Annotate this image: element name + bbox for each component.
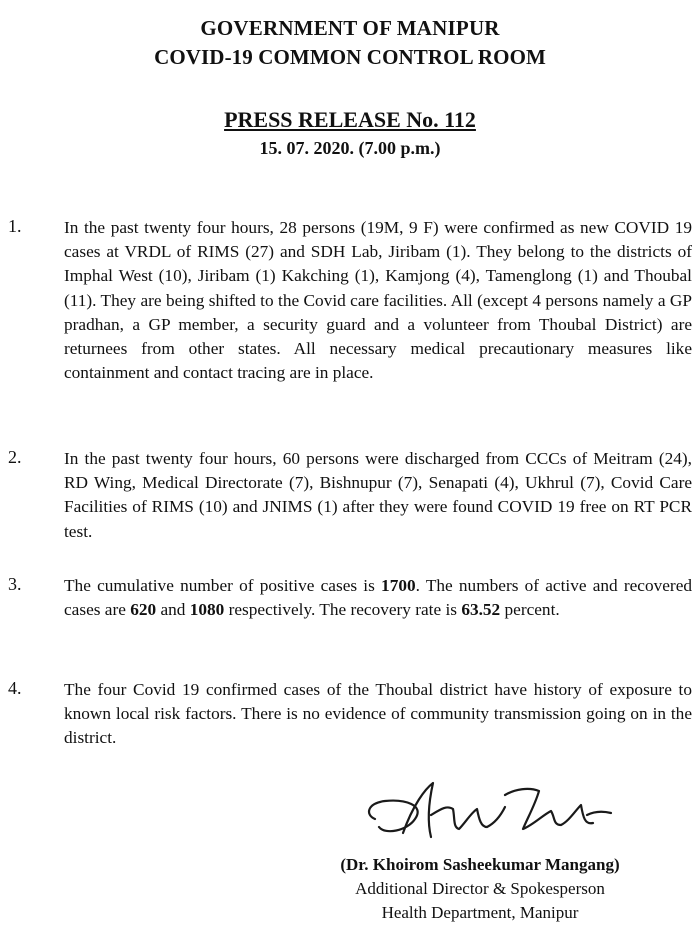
recovery-rate: 63.52 xyxy=(461,600,501,620)
item-number: 2. xyxy=(8,447,22,467)
item-text: The four Covid 19 confirmed cases of the Thoubal district have history of exposure to known local risk factors. There is no evidence of community transmission going on in the district. xyxy=(64,680,692,748)
press-release-title: PRESS RELEASE No. 112 xyxy=(224,107,476,132)
release-date: 15. 07. 2020. (7.00 p.m.) xyxy=(259,138,441,158)
control-room-heading: COVID-19 COMMON CONTROL ROOM xyxy=(154,45,546,69)
signatory-name: (Dr. Khoirom Sasheekumar Mangang) xyxy=(340,855,620,874)
signatory-department: Health Department, Manipur xyxy=(381,903,579,922)
item-text: In the past twenty four hours, 60 persons were discharged from CCCs of Meitram (24), RD Wing, Medical Directorate (7), Bishnupur (7), Senapati (4), Ukhrul (7), Covid Care Facilities of RIMS (10) and JNIMS (1) after they were found COVID 19 free on RT PCR test. xyxy=(64,449,692,541)
active-cases: 620 xyxy=(130,600,157,620)
handwritten-signature xyxy=(355,775,625,850)
signatory-title: Additional Director & Spokesperson xyxy=(355,879,605,898)
item-number: 4. xyxy=(8,678,22,698)
item-number: 1. xyxy=(8,216,22,236)
item-text: The cumulative number of positive cases is 1700. The numbers of active and recovered cases are 620 and 1080 respectively. The recovery rate is 63.52 percent. xyxy=(64,576,692,620)
item-text: In the past twenty four hours, 28 persons (19M, 9 F) were confirmed as new COVID 19 cases at VRDL of RIMS (27) and SDH Lab, Jiribam (1). They belong to the districts of Imphal West (10), Jiribam (1) Kakching (1), Kamjong (4), Tamenglong (1) and Thoubal (11). They are being shifted to the Covid care facilities. All (except 4 persons namely a GP pradhan, a GP member, a security guard and a volunteer from Thoubal District) are returnees from other states. All necessary medical precautionary measures like containment and contact tracing are in place. xyxy=(64,218,692,383)
recovered-cases: 1080 xyxy=(189,600,225,620)
signatory-block xyxy=(280,853,680,925)
govt-heading: GOVERNMENT OF MANIPUR xyxy=(200,16,500,40)
cumulative-cases: 1700 xyxy=(381,576,416,595)
item-number: 3. xyxy=(8,574,22,594)
